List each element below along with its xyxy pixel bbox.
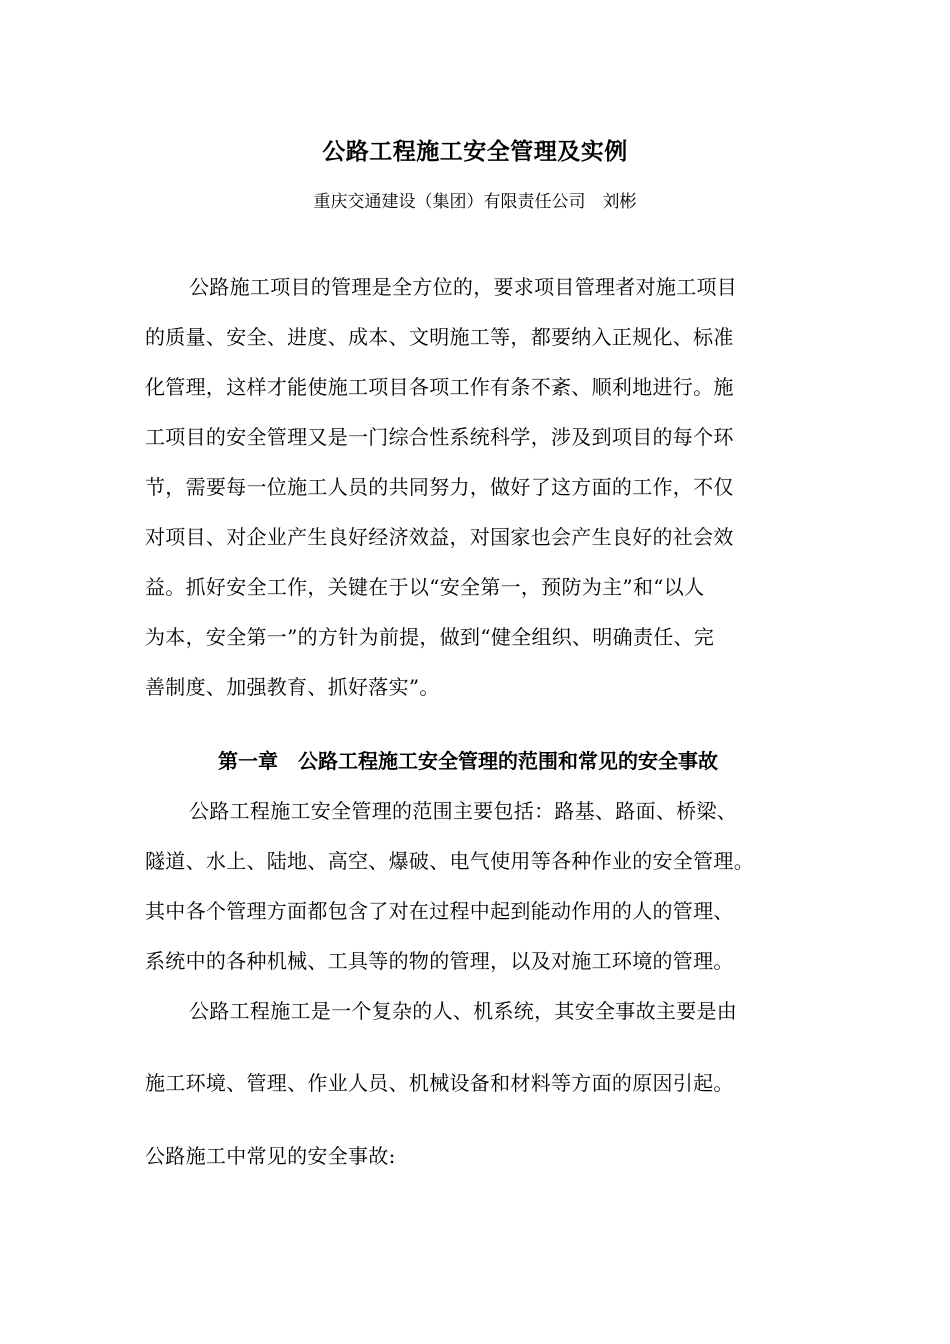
chapter-line-6: 施工环境、管理、作业人员、机械设备和材料等方面的原因引起。 — [145, 1071, 734, 1095]
intro-line-5: 节，需要每一位施工人员的共同努力，做好了这方面的工作，不仅 — [145, 475, 734, 499]
intro-line-6: 对项目、对企业产生良好经济效益，对国家也会产生良好的社会效 — [145, 525, 734, 549]
intro-line-8: 为本，安全第一”的方针为前提，做到“健全组织、明确责任、完 — [145, 625, 715, 649]
intro-line-4: 工项目的安全管理又是一门综合性系统科学，涉及到项目的每个环 — [145, 425, 734, 449]
chapter-line-2: 隧道、水上、陆地、高空、爆破、电气使用等各种作业的安全管理。 — [145, 849, 754, 873]
intro-line-3: 化管理，这样才能使施工项目各项工作有条不紊、顺利地进行。施 — [145, 375, 734, 399]
intro-line-2: 的质量、安全、进度、成本、文明施工等，都要纳入正规化、标准 — [145, 325, 734, 349]
chapter-line-3: 其中各个管理方面都包含了对在过程中起到能动作用的人的管理、 — [145, 899, 734, 923]
chapter-heading: 第一章 公路工程施工安全管理的范围和常见的安全事故 — [218, 749, 718, 773]
document-byline: 重庆交通建设（集团）有限责任公司 刘彬 — [313, 192, 637, 212]
chapter-line-4: 系统中的各种机械、工具等的物的管理，以及对施工环境的管理。 — [145, 949, 734, 973]
intro-line-7: 益。抓好安全工作，关键在于以“安全第一，预防为主”和“以人 — [145, 575, 705, 599]
chapter-line-1: 公路工程施工安全管理的范围主要包括：路基、路面、桥梁、 — [189, 799, 738, 823]
intro-line-1: 公路施工项目的管理是全方位的，要求项目管理者对施工项目 — [189, 275, 738, 299]
intro-line-9: 善制度、加强教育、抓好落实”。 — [145, 675, 440, 699]
document-title: 公路工程施工安全管理及实例 — [322, 138, 628, 165]
chapter-line-5: 公路工程施工是一个复杂的人、机系统，其安全事故主要是由 — [189, 999, 738, 1023]
chapter-line-7: 公路施工中常见的安全事故: — [145, 1144, 396, 1168]
